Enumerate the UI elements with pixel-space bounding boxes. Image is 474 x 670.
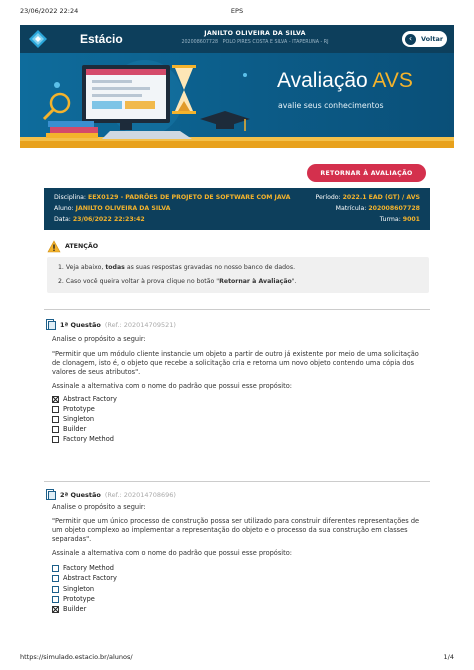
matricula-value: 202008607728 — [368, 205, 420, 212]
turma-label: Turma: — [379, 216, 401, 223]
print-datetime: 23/06/2022 22:24 — [20, 7, 79, 15]
question-1-option[interactable] — [52, 414, 94, 424]
question-2-ref: (Ref.: 202014708696) — [104, 490, 176, 499]
banner-title-accent: AVS — [372, 69, 413, 92]
disciplina-value: EEX0129 - PADRÕES DE PROJETO DE SOFTWARE COM JAVA — [87, 194, 291, 201]
question-2-option[interactable] — [52, 604, 86, 614]
question-2-option[interactable] — [52, 584, 94, 594]
chevron-left-icon: ‹ — [405, 34, 416, 45]
document-icon — [46, 319, 56, 330]
option-label: Prototype — [63, 405, 95, 413]
student-id: 202008607728 — [181, 40, 219, 45]
question-1-quote-line-1: "Permitir que um módulo cliente instancie um objeto a partir de outro já existente por meio de uma solicitação — [52, 350, 419, 358]
top-bar — [20, 25, 454, 53]
question-1-prompt: Assinale a alternativa com o nome do padrão que possui esse propósito: — [52, 382, 292, 390]
question-1-header — [46, 319, 176, 330]
option-label: Factory Method — [63, 564, 114, 572]
back-button-label: Voltar — [421, 35, 444, 43]
question-2-prompt: Assinale a alternativa com o nome do padrão que possui esse propósito: — [52, 549, 292, 557]
banner-illustration — [20, 53, 454, 148]
checkbox-icon[interactable] — [52, 575, 59, 582]
document-icon — [46, 489, 56, 500]
checkbox-icon[interactable] — [52, 426, 59, 433]
logo-text: Estácio — [80, 32, 123, 46]
print-title: EPS — [230, 7, 244, 15]
question-2-intro: Analise o propósito a seguir: — [52, 503, 146, 511]
question-2-quote-line-3: separadas". — [52, 535, 92, 543]
question-1-option[interactable] — [52, 424, 86, 434]
question-2-option[interactable] — [52, 594, 95, 604]
question-1-option[interactable] — [52, 394, 117, 404]
disciplina-label: Disciplina: — [54, 194, 86, 201]
turma-field — [380, 216, 420, 223]
question-2-quote-line-1: "Permitir que um único processo de construção possa ser utilizado para construir diferentes representações de — [52, 517, 420, 525]
warning-icon — [47, 240, 61, 253]
banner-subtitle: avalie seus conhecimentos — [278, 101, 384, 110]
avaliacao-banner — [20, 53, 454, 148]
aluno-label: Aluno: — [54, 205, 74, 212]
checkbox-icon[interactable] — [52, 406, 59, 413]
data-field — [54, 216, 145, 223]
estacio-logo-icon — [28, 29, 48, 49]
question-1-ref: (Ref.: 202014709521) — [104, 320, 176, 329]
question-2-quote-line-2: um objeto complexo ao implementar a representação do objeto e o processo da sua construção em classes — [52, 526, 408, 534]
option-label: Singleton — [63, 415, 95, 423]
data-label: Data: — [54, 216, 71, 223]
question-1-number: 1ª Questão — [60, 320, 101, 329]
divider — [44, 309, 430, 310]
question-1-quote-line-3: valores de seus atributos". — [52, 368, 141, 376]
aluno-field — [54, 205, 170, 212]
notice-line-1 — [58, 264, 295, 271]
turma-value: 9001 — [402, 216, 420, 223]
banner-title-main: Avaliação — [277, 69, 368, 92]
matricula-label: Matrícula: — [335, 205, 367, 212]
question-2-option[interactable] — [52, 563, 114, 573]
data-value: 23/06/2022 22:23:42 — [72, 216, 145, 223]
option-label: Prototype — [63, 595, 95, 603]
disciplina-field — [54, 194, 290, 201]
print-url: https://simulado.estacio.br/alunos/ — [20, 653, 133, 661]
matricula-field — [336, 205, 420, 212]
checkbox-icon[interactable] — [52, 586, 59, 593]
question-2-header — [46, 489, 176, 500]
question-2-option[interactable] — [52, 573, 117, 583]
question-1-option[interactable] — [52, 434, 114, 444]
option-label: Abstract Factory — [63, 395, 117, 403]
estacio-logo[interactable] — [28, 29, 123, 49]
checkbox-checked-icon[interactable] — [52, 606, 59, 613]
back-button[interactable] — [402, 31, 447, 47]
student-name: JANILTO OLIVEIRA DA SILVA — [204, 30, 306, 37]
checkbox-icon[interactable] — [52, 416, 59, 423]
print-page-number: 1/4 — [443, 653, 454, 661]
aluno-value: JANILTO OLIVEIRA DA SILVA — [75, 205, 171, 212]
periodo-label: Período: — [315, 194, 341, 201]
option-label: Builder — [63, 425, 87, 433]
notice-2-suffix: ". — [291, 278, 297, 285]
notice-2-prefix: 2. Caso você queira voltar à prova clique no botão " — [58, 278, 220, 285]
attention-heading — [47, 240, 98, 253]
option-label: Factory Method — [63, 435, 114, 443]
banner-title — [277, 69, 413, 93]
option-label: Builder — [63, 605, 87, 613]
checkbox-checked-icon[interactable] — [52, 396, 59, 403]
option-label: Abstract Factory — [63, 574, 117, 582]
divider — [44, 481, 430, 482]
option-label: Singleton — [63, 585, 95, 593]
checkbox-icon[interactable] — [52, 596, 59, 603]
question-1-quote-line-2: de clonagem, isto é, o objeto que recebe a solicitação cria e retorna um novo objeto contendo uma cópia dos — [52, 359, 414, 367]
student-info — [170, 30, 340, 45]
print-header — [20, 7, 454, 17]
attention-notice — [47, 257, 429, 293]
notice-1-bold: todas — [105, 264, 125, 271]
print-footer — [20, 653, 454, 663]
checkbox-icon[interactable] — [52, 565, 59, 572]
attention-title: ATENÇÃO — [65, 243, 99, 250]
notice-1-prefix: 1. Veja abaixo, — [58, 264, 104, 271]
question-2-number: 2ª Questão — [60, 490, 101, 499]
return-to-assessment-button[interactable]: RETORNAR À AVALIAÇÃO — [307, 164, 426, 182]
question-1-option[interactable] — [52, 404, 95, 414]
periodo-value: 2022.1 EAD (GT) / AVS — [342, 194, 420, 201]
student-details — [170, 40, 340, 45]
notice-2-bold: Retornar à Avaliação — [219, 278, 292, 285]
exam-info-panel — [44, 188, 430, 230]
student-campus: POLO PIRES COSTA E SILVA - ITAPERUNA - RJ — [222, 40, 329, 45]
checkbox-icon[interactable] — [52, 436, 59, 443]
periodo-field — [315, 194, 420, 201]
question-1-intro: Analise o propósito a seguir: — [52, 335, 146, 343]
notice-line-2 — [58, 278, 297, 285]
notice-1-suffix: as suas respostas gravadas no nosso banco de dados. — [126, 264, 296, 271]
